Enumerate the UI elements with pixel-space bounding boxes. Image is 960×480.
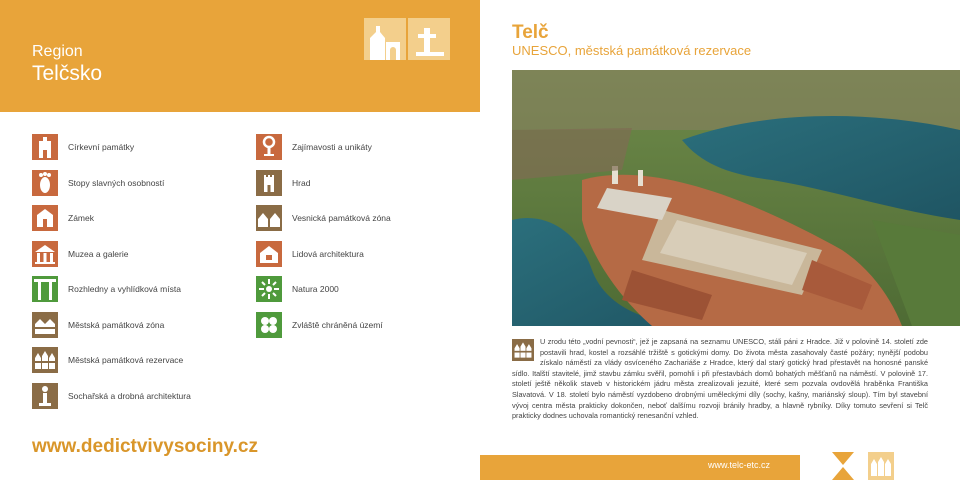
- sculpture-icon: [32, 383, 58, 409]
- legend-item: [32, 346, 183, 374]
- church-icon: [32, 134, 58, 160]
- legend-item: [32, 275, 181, 303]
- castle-icon: [256, 170, 282, 196]
- legend-item: [32, 169, 164, 197]
- page-subtitle: UNESCO, městská památková rezervace: [512, 43, 752, 58]
- footer-link[interactable]: www.telc-etc.cz: [708, 460, 771, 470]
- legend-label: Městská památková zóna: [68, 319, 165, 330]
- chateau-icon: [32, 205, 58, 231]
- aerial-photo: [512, 70, 960, 326]
- village-zone-icon: [256, 205, 282, 231]
- legend-item: [32, 311, 164, 339]
- legend-label: Městská památková rezervace: [68, 355, 184, 365]
- description-body: U zrodu této „vodní pevnosti“, jež je zapsaná na seznamu UNESCO, stáli páni z Hradce. Již v polovině 14. století zde postavili hrad, kostel a rozsáhlé tržiště s gotickými domy. Do života města zasahovaly časté požáry; nynější podobu získalo náměstí za vlády osvíceného Zachariáše z Hradce, který dal starý gotický hrad přestavět na honosné panské sídlo. Italští stavitelé, jimž stavbu zámku svěřil, pomohli i při přestavbách domů bohatých měšťanů na náměstí. V polovině 17. století ještě několik staveb v historickém jádru města zrealizovali jezuité, které sem pozvala ovdovělá hraběnka Františka Slavatová. V 18. století bylo náměstí vyzdobeno drobnými uměleckými díly (sochy, kašny, mariánský sloup). Tím byl stavební vývoj centra města prakticky dokončen, neboť dalšímu rozvoji bránily hradby, a hlavně rybníky. Díky tomuto sevření si Telč prakticky dodnes uchovala romantický renesanční vzhled.: [512, 337, 928, 421]
- legend-label: Vesnická památková zóna: [292, 213, 391, 223]
- legend-item: [256, 275, 339, 303]
- legend-label: Zajímavosti a unikáty: [292, 142, 372, 152]
- footprint-icon: [32, 170, 58, 196]
- legend-label: Natura 2000: [292, 284, 339, 294]
- region-name: Telčsko: [32, 62, 103, 85]
- website-link[interactable]: www.dedictvivysociny.cz: [32, 436, 258, 457]
- description-text: [512, 337, 928, 422]
- legend-item: [256, 133, 372, 161]
- legend-item: [256, 169, 310, 197]
- legend-item: [256, 311, 383, 339]
- legend-item: [256, 204, 391, 232]
- legend-item: [32, 382, 191, 410]
- legend-label: Stopy slavných osobností: [68, 177, 165, 188]
- lookout-icon: [32, 276, 58, 302]
- legend-label: Zámek: [68, 213, 94, 223]
- legend-item: [32, 204, 94, 232]
- aerial-town-image: [512, 70, 960, 326]
- legend-label: Sochařská a drobná architektura: [68, 390, 191, 401]
- town-reserve-footer-icon: [868, 452, 894, 480]
- town-zone-icon: [32, 312, 58, 338]
- legend-label: Hrad: [292, 177, 311, 188]
- heritage-logo-icon: [364, 18, 450, 60]
- protected-area-icon: [256, 312, 282, 338]
- legend-label: Lidová architektura: [292, 248, 364, 259]
- legend-label: Muzea a galerie: [68, 248, 129, 259]
- legend-item: [256, 240, 364, 268]
- town-reserve-icon: [32, 347, 58, 373]
- folk-architecture-icon: [256, 241, 282, 267]
- legend-label: Rozhledny a vyhlídková místa: [68, 284, 181, 294]
- natura-icon: [256, 276, 282, 302]
- legend-label: Církevní památky: [68, 142, 135, 152]
- page-title: Telč: [512, 22, 549, 43]
- town-reserve-icon: [512, 339, 534, 361]
- legend-item: [32, 240, 128, 268]
- legend-label: Zvláště chráněná území: [292, 319, 383, 330]
- legend-item: [32, 133, 134, 161]
- museum-icon: [32, 241, 58, 267]
- header-banner: [0, 0, 480, 112]
- curiosity-icon: [256, 134, 282, 160]
- region-word: Region: [32, 43, 83, 60]
- hourglass-icon: [830, 452, 856, 480]
